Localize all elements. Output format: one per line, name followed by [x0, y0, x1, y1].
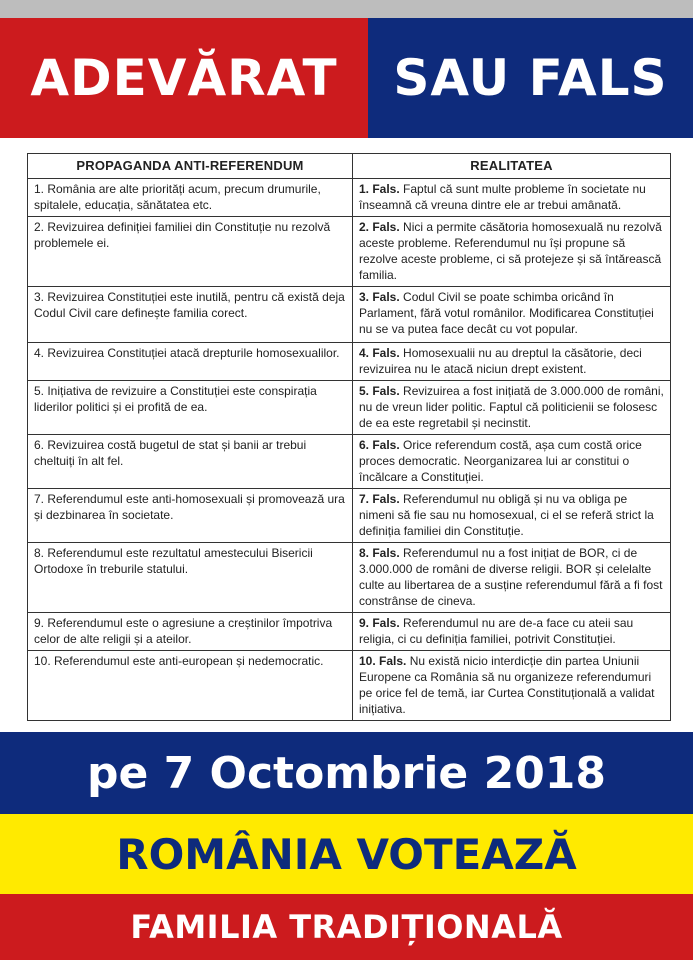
reality-cell — [353, 343, 671, 381]
claim-cell: 6. Revizuirea costă bugetul de stat și banii ar trebui cheltuiți în alt fel. — [28, 435, 353, 489]
claim-cell: 9. Referendumul este o agresiune a creștinilor împotriva celor de alte religii și a ateilor. — [28, 613, 353, 651]
reality-cell — [353, 613, 671, 651]
fals-label: 3. Fals. — [359, 290, 400, 304]
claim-cell: 10. Referendumul este anti-european și nedemocratic. — [28, 651, 353, 721]
reality-cell — [353, 543, 671, 613]
reality-cell — [353, 489, 671, 543]
claim-cell: 7. Referendumul este anti-homosexuali și promovează ura și dezbinarea în societate. — [28, 489, 353, 543]
reality-cell — [353, 287, 671, 343]
fals-label: 9. Fals. — [359, 616, 400, 630]
table-row — [28, 543, 671, 613]
reality-text: Codul Civil se poate schimba oricând în Parlament, fără votul românilor. Modificarea Constituției nu se va putea face decât cu vot popular. — [359, 290, 654, 336]
fals-label: 6. Fals. — [359, 438, 400, 452]
reality-text: Nu există nicio interdicție din partea Uniunii Europene ca România să nu organizeze referendumuri pe orice fel de temă, iar Curtea Constituțională a validat inițiativa. — [359, 654, 655, 716]
table-row — [28, 651, 671, 721]
separator — [0, 138, 693, 148]
title-adevarat: ADEVĂRAT — [0, 18, 368, 138]
claim-cell: 3. Revizuirea Constituției este inutilă, pentru că există deja Codul Civil care definește familia corect. — [28, 287, 353, 343]
table-row — [28, 613, 671, 651]
claim-cell: 5. Inițiativa de revizuire a Constituției este conspirația liderilor politici și ei profită de ea. — [28, 381, 353, 435]
table-row — [28, 179, 671, 217]
reality-text: Referendumul nu are de-a face cu ateii sau religia, ci cu definiția familiei, potrivit Constituției. — [359, 616, 634, 646]
header-realitatea: REALITATEA — [353, 154, 671, 179]
table-row — [28, 217, 671, 287]
table-row — [28, 489, 671, 543]
top-strip — [0, 0, 693, 18]
slogan-romania-voteaza: ROMÂNIA VOTEAZĂ — [0, 814, 693, 894]
reality-cell — [353, 179, 671, 217]
reality-text: Referendumul nu a fost inițiat de BOR, ci de 3.000.000 de români de diverse religii. BOR și celelalte culte au libertarea de a susține referendumul fără a fi fost constrânse de cineva. — [359, 546, 663, 608]
fals-label: 7. Fals. — [359, 492, 400, 506]
table-row — [28, 287, 671, 343]
claim-cell: 1. România are alte priorități acum, precum drumurile, spitalele, educația, sănătatea etc. — [28, 179, 353, 217]
reality-text: Faptul că sunt multe probleme în societate nu înseamnă că vreuna dintre ele ar trebui amânată. — [359, 182, 646, 212]
table-panel — [0, 148, 693, 732]
table-row — [28, 435, 671, 489]
reality-text: Revizuirea a fost inițiată de 3.000.000 de români, nu de vreun lider politic. Faptul că politicienii se folosesc de ea este regretabil și necinstit. — [359, 384, 664, 430]
fals-label: 2. Fals. — [359, 220, 400, 234]
header-propaganda: PROPAGANDA ANTI-REFERENDUM — [28, 154, 353, 179]
fals-label: 1. Fals. — [359, 182, 400, 196]
fals-label: 5. Fals. — [359, 384, 400, 398]
reality-text: Homosexualii nu au dreptul la căsătorie, deci revizuirea nu le atacă niciun drept existent. — [359, 346, 642, 376]
reality-cell — [353, 217, 671, 287]
reality-text: Orice referendum costă, așa cum costă orice proces democratic. Neorganizarea lui ar constitui o încălcare a Constituției. — [359, 438, 642, 484]
table-header-row — [28, 154, 671, 179]
referendum-date: pe 7 Octombrie 2018 — [0, 732, 693, 814]
reality-text: Referendumul nu obligă și nu va obliga pe nimeni să fie sau nu homosexual, ci el se referă strict la definiția familiei din Constituție. — [359, 492, 654, 538]
reality-cell — [353, 651, 671, 721]
fals-label: 4. Fals. — [359, 346, 400, 360]
claim-cell: 4. Revizuirea Constituției atacă drepturile homosexualilor. — [28, 343, 353, 381]
fals-label: 8. Fals. — [359, 546, 400, 560]
claim-cell: 2. Revizuirea definiției familiei din Constituție nu rezolvă problemele ei. — [28, 217, 353, 287]
claim-cell: 8. Referendumul este rezultatul amestecului Bisericii Ortodoxe în treburile statului. — [28, 543, 353, 613]
table-row — [28, 343, 671, 381]
reality-cell — [353, 381, 671, 435]
fals-label: 10. Fals. — [359, 654, 407, 668]
reality-text: Nici a permite căsătoria homosexuală nu rezolvă aceste probleme. Referendumul nu își propune să rezolve aceste probleme, ci să protejeze și să întărească familia. — [359, 220, 662, 282]
tagline-familia-traditionala: FAMILIA TRADIȚIONALĂ — [0, 894, 693, 960]
table-row — [28, 381, 671, 435]
title-sau-fals: SAU FALS — [368, 18, 693, 138]
reality-cell — [353, 435, 671, 489]
comparison-table — [27, 153, 671, 721]
